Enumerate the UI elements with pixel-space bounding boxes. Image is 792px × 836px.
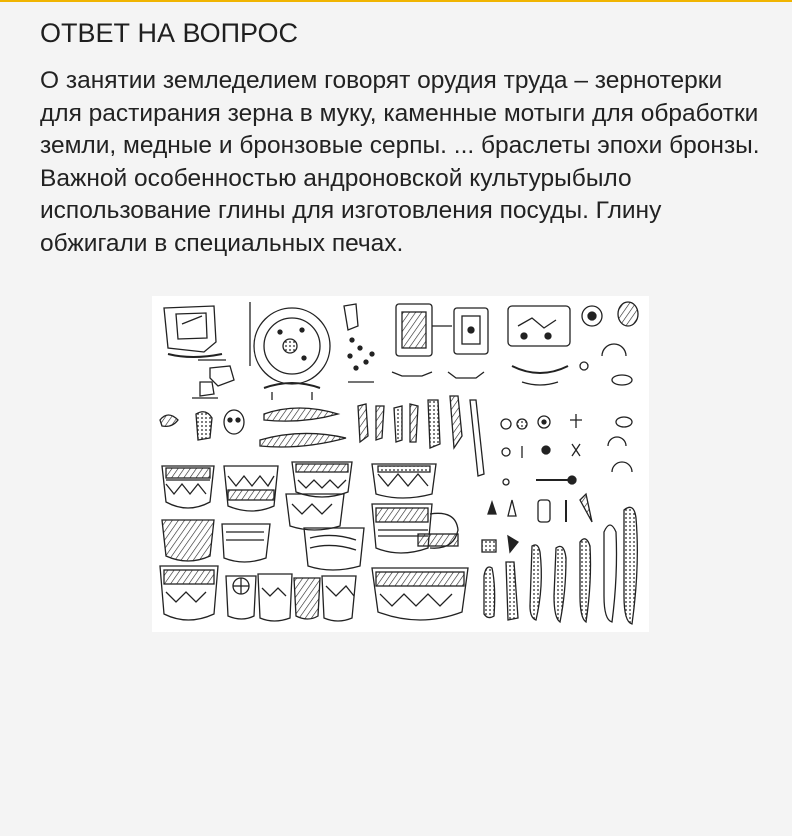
pendants-icon (501, 414, 632, 485)
circular-settlement-plan-icon (250, 302, 330, 400)
answer-card (0, 2, 792, 836)
answer-heading: ОТВЕТ НА ВОПРОС (40, 18, 298, 48)
figurines-icon (160, 410, 244, 440)
answer-text[interactable]: О занятии земледелием говорят орудия труда – зернотерки для растирания зерна в муку, каменные мотыги для обработки земли, медные и бронзовые серпы. ... браслеты эпохи бронзы. Важной особенностью андроновской культурыбыло использование глины для изготовления посуды. Глину обжигали в специальных печах. (40, 67, 760, 257)
grave-pit-icon (392, 304, 488, 378)
archaeological-artifacts-illustration (152, 296, 649, 632)
grave-inventory-icon (508, 306, 570, 385)
artifacts-figure (152, 296, 649, 632)
arrowheads-icon (482, 494, 592, 552)
burial-plan-icon (344, 304, 374, 382)
ornaments-icon (580, 302, 638, 385)
stone-tools-icon (484, 507, 637, 624)
sickle-icon (260, 408, 346, 447)
pottery-vessels-icon (160, 462, 468, 621)
dwelling-plan-icon (164, 306, 234, 398)
